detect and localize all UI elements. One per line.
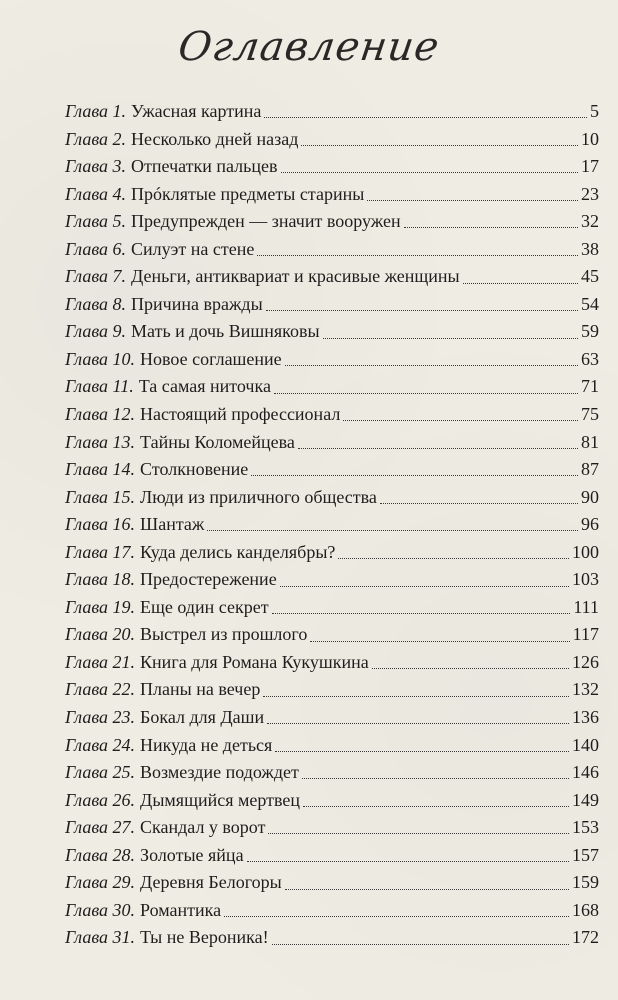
page-number: 132 bbox=[572, 679, 599, 700]
toc-entry bbox=[65, 346, 599, 374]
chapter-label: Глава 9. bbox=[65, 321, 127, 342]
toc-entry bbox=[65, 814, 599, 842]
dot-leader bbox=[251, 475, 578, 476]
page-number: 136 bbox=[572, 707, 599, 728]
toc-entry bbox=[65, 676, 599, 704]
chapter-label: Глава 17. bbox=[65, 541, 136, 562]
toc-entry bbox=[65, 842, 599, 870]
page-number: 23 bbox=[581, 183, 599, 204]
dot-leader bbox=[247, 861, 569, 862]
page-number: 45 bbox=[581, 266, 599, 287]
chapter-title: Мать и дочь Вишняковы bbox=[131, 321, 320, 342]
page-number: 159 bbox=[572, 872, 599, 893]
page-number: 153 bbox=[572, 817, 599, 838]
chapter-label: Глава 27. bbox=[65, 817, 136, 838]
page-number: 54 bbox=[581, 293, 599, 314]
toc-entry bbox=[65, 759, 599, 787]
toc-entry bbox=[65, 704, 599, 732]
chapter-label: Глава 2. bbox=[65, 128, 127, 149]
chapter-label: Глава 7. bbox=[65, 266, 127, 287]
chapter-title: Предупрежден — значит вооружен bbox=[131, 211, 401, 232]
toc-entry bbox=[65, 373, 599, 401]
toc-entry bbox=[65, 236, 599, 264]
dot-leader bbox=[285, 365, 578, 366]
dot-leader bbox=[404, 227, 578, 228]
chapter-title: Возмездие подождет bbox=[140, 762, 299, 783]
toc-entry bbox=[65, 263, 599, 291]
page-number: 59 bbox=[581, 321, 599, 342]
chapter-label: Глава 20. bbox=[65, 624, 136, 645]
chapter-title: Никуда не деться bbox=[140, 734, 273, 755]
page-number: 111 bbox=[573, 596, 599, 617]
dot-leader bbox=[275, 751, 569, 752]
page-number: 168 bbox=[572, 899, 599, 920]
chapter-label: Глава 16. bbox=[65, 514, 136, 535]
chapter-label: Глава 31. bbox=[65, 927, 136, 948]
chapter-label: Глава 18. bbox=[65, 569, 136, 590]
dot-leader bbox=[298, 448, 578, 449]
dot-leader bbox=[285, 889, 569, 890]
chapter-title: Прóклятые предметы старины bbox=[131, 183, 365, 204]
page-number: 5 bbox=[590, 101, 599, 121]
dot-leader bbox=[463, 283, 578, 284]
chapter-title: Люди из приличного общества bbox=[140, 486, 377, 507]
chapter-label: Глава 29. bbox=[65, 872, 136, 893]
chapter-title: Настоящий профессионал bbox=[140, 404, 341, 425]
toc-entry bbox=[65, 897, 599, 925]
page-number: 157 bbox=[572, 844, 599, 865]
chapter-title: Причина вражды bbox=[131, 293, 263, 314]
toc-entry bbox=[65, 732, 599, 760]
dot-leader bbox=[264, 117, 587, 118]
dot-leader bbox=[272, 613, 571, 614]
chapter-label: Глава 13. bbox=[65, 431, 136, 452]
chapter-label: Глава 6. bbox=[65, 238, 127, 259]
dot-leader bbox=[267, 723, 569, 724]
chapter-label: Глава 15. bbox=[65, 486, 136, 507]
chapter-title: Деньги, антиквариат и красивые женщины bbox=[131, 266, 460, 287]
chapter-label: Глава 26. bbox=[65, 789, 136, 810]
dot-leader bbox=[266, 310, 578, 311]
dot-leader bbox=[367, 200, 578, 201]
chapter-label: Глава 30. bbox=[65, 899, 136, 920]
toc-entry bbox=[65, 566, 599, 594]
chapter-title: Скандал у ворот bbox=[140, 817, 266, 838]
page-number: 75 bbox=[581, 404, 599, 425]
toc-entry bbox=[65, 126, 599, 154]
page-number: 149 bbox=[572, 789, 599, 810]
toc-entry bbox=[65, 924, 599, 952]
chapter-title: Отпечатки пальцев bbox=[131, 156, 278, 177]
toc-entry bbox=[65, 594, 599, 622]
chapter-title: Ужасная картина bbox=[131, 101, 262, 121]
chapter-title: Предостережение bbox=[140, 569, 277, 590]
toc-entry bbox=[65, 621, 599, 649]
dot-leader bbox=[224, 916, 569, 917]
page-title: Оглавление bbox=[175, 24, 443, 70]
chapter-label: Глава 21. bbox=[65, 651, 136, 672]
page-number: 172 bbox=[572, 927, 599, 948]
chapter-title: Тайны Коломейцева bbox=[140, 431, 295, 452]
dot-leader bbox=[380, 503, 578, 504]
chapter-title: Еще один секрет bbox=[140, 596, 269, 617]
chapter-label: Глава 5. bbox=[65, 211, 127, 232]
toc-entry bbox=[65, 98, 599, 126]
dot-leader bbox=[302, 778, 569, 779]
chapter-label: Глава 12. bbox=[65, 404, 136, 425]
chapter-title: Дымящийся мертвец bbox=[140, 789, 301, 810]
chapter-title: Новое соглашение bbox=[140, 348, 282, 369]
page-number: 63 bbox=[581, 348, 599, 369]
chapter-title: Романтика bbox=[140, 899, 222, 920]
dot-leader bbox=[274, 393, 578, 394]
chapter-label: Глава 4. bbox=[65, 183, 127, 204]
dot-leader bbox=[207, 530, 578, 531]
chapter-title: Деревня Белогоры bbox=[140, 872, 282, 893]
page-number: 117 bbox=[572, 624, 599, 645]
page-number: 103 bbox=[572, 569, 599, 590]
chapter-label: Глава 8. bbox=[65, 293, 127, 314]
chapter-label: Глава 24. bbox=[65, 734, 136, 755]
toc-entry bbox=[65, 869, 599, 897]
dot-leader bbox=[281, 172, 579, 173]
toc-entry bbox=[65, 181, 599, 209]
toc-entry bbox=[65, 208, 599, 236]
page-number: 32 bbox=[581, 211, 599, 232]
chapter-title: Ты не Вероника! bbox=[140, 927, 269, 948]
dot-leader bbox=[338, 558, 569, 559]
page-number: 10 bbox=[581, 128, 599, 149]
page-number: 140 bbox=[572, 734, 599, 755]
chapter-label: Глава 3. bbox=[65, 156, 127, 177]
page-number: 146 bbox=[572, 762, 599, 783]
toc-entry bbox=[65, 484, 599, 512]
dot-leader bbox=[303, 806, 569, 807]
dot-leader bbox=[257, 255, 578, 256]
chapter-label: Глава 23. bbox=[65, 707, 136, 728]
dot-leader bbox=[301, 145, 578, 146]
chapter-title: Шантаж bbox=[140, 514, 205, 535]
toc-entry bbox=[65, 649, 599, 677]
chapter-label: Глава 11. bbox=[65, 376, 134, 397]
chapter-label: Глава 22. bbox=[65, 679, 136, 700]
table-of-contents bbox=[65, 98, 599, 952]
toc-entry bbox=[65, 456, 599, 484]
toc-entry bbox=[65, 401, 599, 429]
chapter-title: Несколько дней назад bbox=[131, 128, 299, 149]
chapter-title: Силуэт на стене bbox=[131, 238, 255, 259]
toc-entry bbox=[65, 787, 599, 815]
toc-entry bbox=[65, 318, 599, 346]
chapter-title: Золотые яйца bbox=[140, 844, 244, 865]
page-number: 17 bbox=[581, 156, 599, 177]
page-number: 126 bbox=[572, 651, 599, 672]
chapter-title: Бокал для Даши bbox=[140, 707, 265, 728]
toc-entry bbox=[65, 539, 599, 567]
chapter-title: Куда делись канделябры? bbox=[140, 541, 336, 562]
toc-entry bbox=[65, 291, 599, 319]
page-number: 38 bbox=[581, 238, 599, 259]
dot-leader bbox=[263, 696, 569, 697]
chapter-label: Глава 25. bbox=[65, 762, 136, 783]
page-number: 71 bbox=[581, 376, 599, 397]
page-number: 87 bbox=[581, 459, 599, 480]
chapter-title: Столкновение bbox=[140, 459, 249, 480]
dot-leader bbox=[343, 420, 578, 421]
page-number: 96 bbox=[581, 514, 599, 535]
toc-entry bbox=[65, 153, 599, 181]
chapter-title: Та самая ниточка bbox=[138, 376, 271, 397]
chapter-title: Книга для Романа Кукушкина bbox=[140, 651, 369, 672]
chapter-label: Глава 14. bbox=[65, 459, 136, 480]
dot-leader bbox=[323, 338, 578, 339]
chapter-label: Глава 10. bbox=[65, 348, 136, 369]
toc-entry bbox=[65, 429, 599, 457]
page-number: 100 bbox=[572, 541, 599, 562]
dot-leader bbox=[280, 586, 569, 587]
toc-entry bbox=[65, 511, 599, 539]
page-number: 81 bbox=[581, 431, 599, 452]
dot-leader bbox=[272, 944, 569, 945]
dot-leader bbox=[268, 833, 569, 834]
chapter-label: Глава 28. bbox=[65, 844, 136, 865]
chapter-label: Глава 1. bbox=[65, 101, 127, 121]
dot-leader bbox=[372, 668, 569, 669]
page-number: 90 bbox=[581, 486, 599, 507]
chapter-title: Планы на вечер bbox=[140, 679, 261, 700]
dot-leader bbox=[310, 641, 569, 642]
chapter-title: Выстрел из прошлого bbox=[140, 624, 308, 645]
chapter-label: Глава 19. bbox=[65, 596, 136, 617]
